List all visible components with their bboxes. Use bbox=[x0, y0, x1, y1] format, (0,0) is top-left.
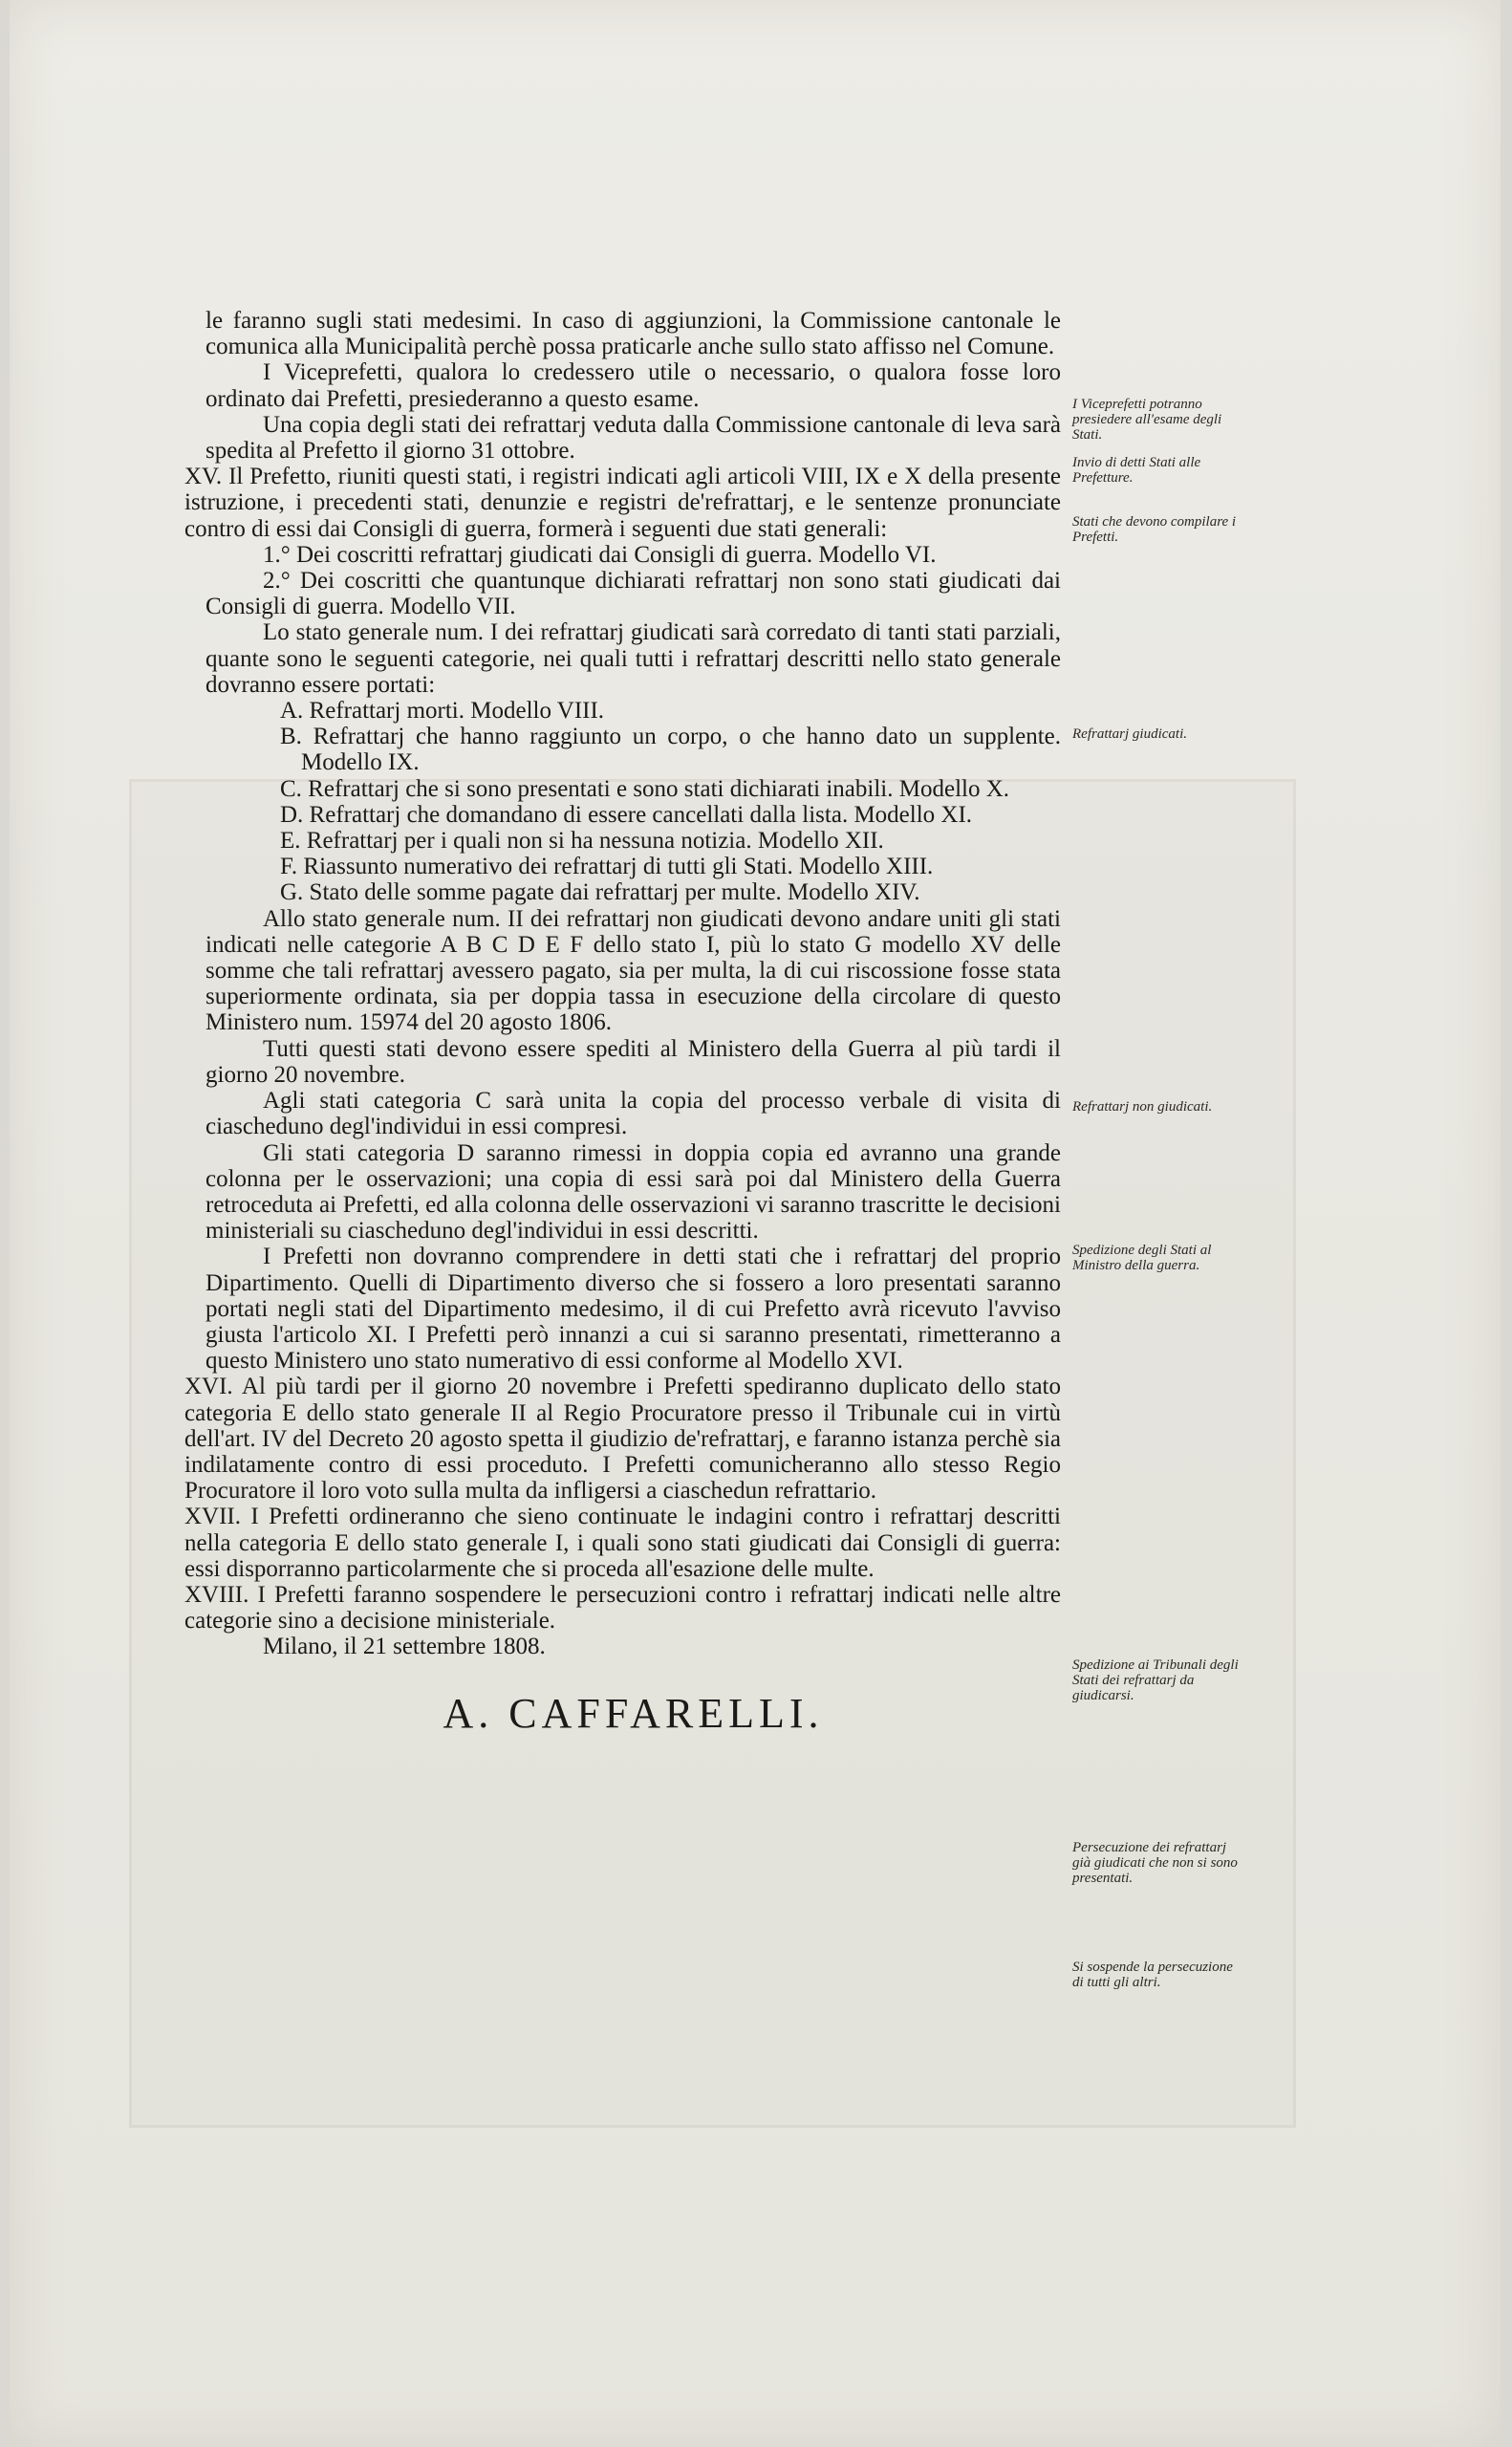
category-item: B. Refrattarj che hanno raggiunto un corpo, o che hanno dato un supplente. Modello IX. bbox=[280, 724, 1061, 776]
margin-note: Persecuzione dei refrattarj già giudicati che non si sono presentati. bbox=[1072, 1840, 1238, 1886]
category-item: E. Refrattarj per i quali non si ha nessuna notizia. Modello XII. bbox=[280, 828, 884, 855]
signature: A. CAFFARELLI. bbox=[443, 1689, 824, 1737]
category-item: C. Refrattarj che si sono presentati e sono stati dichiarati inabili. Modello X. bbox=[280, 775, 1010, 802]
margin-note: Spedizione ai Tribunali degli Stati dei refrattarj da giudicarsi. bbox=[1072, 1657, 1239, 1703]
paragraph: Milano, il 21 settembre 1808. bbox=[263, 1634, 546, 1660]
category-item: A. Refrattarj morti. Modello VIII. bbox=[280, 698, 605, 725]
margin-note: I Viceprefetti potranno presiedere all'esame degli Stati. bbox=[1072, 397, 1222, 443]
category-item: F. Riassunto numerativo dei refrattarj di tutti gli Stati. Modello XIII. bbox=[280, 854, 934, 880]
paragraph: I Prefetti non dovranno comprendere in detti stati che i refrattarj del proprio Dipartimento. Quelli di Dipartimento diverso che si fossero a loro presentati saranno portati negli stati del Dipartimento medesimo, il di cui Prefetto avrà ricevuto l'avviso giusta l'articolo XI. I Prefetti però innanzi a cui si saranno presentati, rimetteranno a questo Ministero uno stato numerativo di essi conforme al Modello XVI. bbox=[205, 1244, 1061, 1375]
document-page bbox=[10, 0, 1501, 2447]
category-item: D. Refrattarj che domandano di essere cancellati dalla lista. Modello XI. bbox=[280, 801, 973, 828]
paragraph: I Viceprefetti, qualora lo credessero utile o necessario, o qualora fosse loro ordinato dai Prefetti, presiederanno a questo esame. bbox=[205, 359, 1061, 412]
section-paragraph: XVIII. I Prefetti faranno sospendere le persecuzioni contro i refrattarj indicati nelle altre categorie sino a decisione ministeriale. bbox=[184, 1581, 1061, 1635]
paragraph: Allo stato generale num. II dei refrattarj non giudicati devono andare uniti gli stati indicati nelle categorie A B C D E F dello stato I, più lo stato G modello XV delle somme che tali refrattarj avessero pagato, sia per multa, la di cui riscossione fosse stata superiormente ordinata, sia per doppia tassa in esecuzione della circolare di questo Ministero num. 15974 del 20 agosto 1806. bbox=[205, 905, 1061, 1036]
paragraph: 1.° Dei coscritti refrattarj giudicati dai Consigli di guerra. Modello VI. bbox=[263, 541, 937, 568]
margin-note: Refrattarj non giudicati. bbox=[1072, 1099, 1213, 1115]
margin-note: Stati che devono compilare i Prefetti. bbox=[1072, 514, 1237, 545]
margin-note: Spedizione degli Stati al Ministro della guerra. bbox=[1072, 1243, 1212, 1273]
section-paragraph: XVI. Al più tardi per il giorno 20 novembre i Prefetti spediranno duplicato dello stato categoria E dello stato generale II al Regio Procuratore presso il Tribunale cui in virtù dell'art. IV del Decreto 20 agosto spetta il giudizio de'refrattarj, e faranno istanza perchè sia indilatamente contro di essi proceduto. I Prefetti comunicheranno allo stesso Regio Procuratore il loro voto sulla multa da infligersi a ciaschedun refrattario. bbox=[184, 1374, 1061, 1505]
paragraph: Una copia degli stati dei refrattarj veduta dalla Commissione cantonale di leva sarà spedita al Prefetto il giorno 31 ottobre. bbox=[205, 411, 1061, 465]
margin-note: Refrattarj giudicati. bbox=[1072, 726, 1187, 742]
section-paragraph: XVII. I Prefetti ordineranno che sieno continuate le indagini contro i refrattarj descritti nella categoria E dello stato generale I, i quali sono stati giudicati dai Consigli di guerra: essi disporranno particolarmente che si proceda all'esazione delle multe. bbox=[184, 1504, 1061, 1582]
paragraph: Lo stato generale num. I dei refrattarj giudicati sarà corredato di tanti stati parziali, quante sono le seguenti categorie, nei quali tutti i refrattarj descritti nello stato generale dovranno essere portati: bbox=[205, 619, 1061, 698]
section-paragraph: XV. Il Prefetto, riuniti questi stati, i registri indicati agli articoli VIII, IX e X della presente istruzione, i precedenti stati, denunzie e registri de'refrattarj, e le sentenze pronunciate contro di essi dai Consigli di guerra, formerà i seguenti due stati generali: bbox=[184, 464, 1061, 542]
margin-note: Invio di detti Stati alle Prefetture. bbox=[1072, 455, 1201, 486]
paragraph: Agli stati categoria C sarà unita la copia del processo verbale di visita di ciascheduno degl'individui in essi compresi. bbox=[205, 1088, 1061, 1140]
paragraph: Gli stati categoria D saranno rimessi in doppia copia ed avranno una grande colonna per le osservazioni; una copia di essi sarà poi dal Ministero della Guerra retroceduta ai Prefetti, ed alla colonna delle osservazioni vi saranno trascritte le decisioni ministeriali su ciascheduno degl'individui in essi descritti. bbox=[205, 1139, 1061, 1245]
category-item: G. Stato delle somme pagate dai refrattarj per multe. Modello XIV. bbox=[280, 879, 920, 906]
main-text bbox=[184, 308, 1061, 1739]
paragraph: Tutti questi stati devono essere spediti al Ministero della Guerra al più tardi il giorno 20 novembre. bbox=[205, 1035, 1061, 1088]
paragraph: le faranno sugli stati medesimi. In caso di aggiunzioni, la Commissione cantonale le comunica alla Municipalità perchè possa praticarle anche sullo stato affisso nel Comune. bbox=[205, 308, 1061, 360]
paragraph: 2.° Dei coscritti che quantunque dichiarati refrattarj non sono stati giudicati dai Consigli di guerra. Modello VII. bbox=[205, 568, 1061, 620]
margin-note: Si sospende la persecuzione di tutti gli altri. bbox=[1072, 1960, 1233, 1990]
